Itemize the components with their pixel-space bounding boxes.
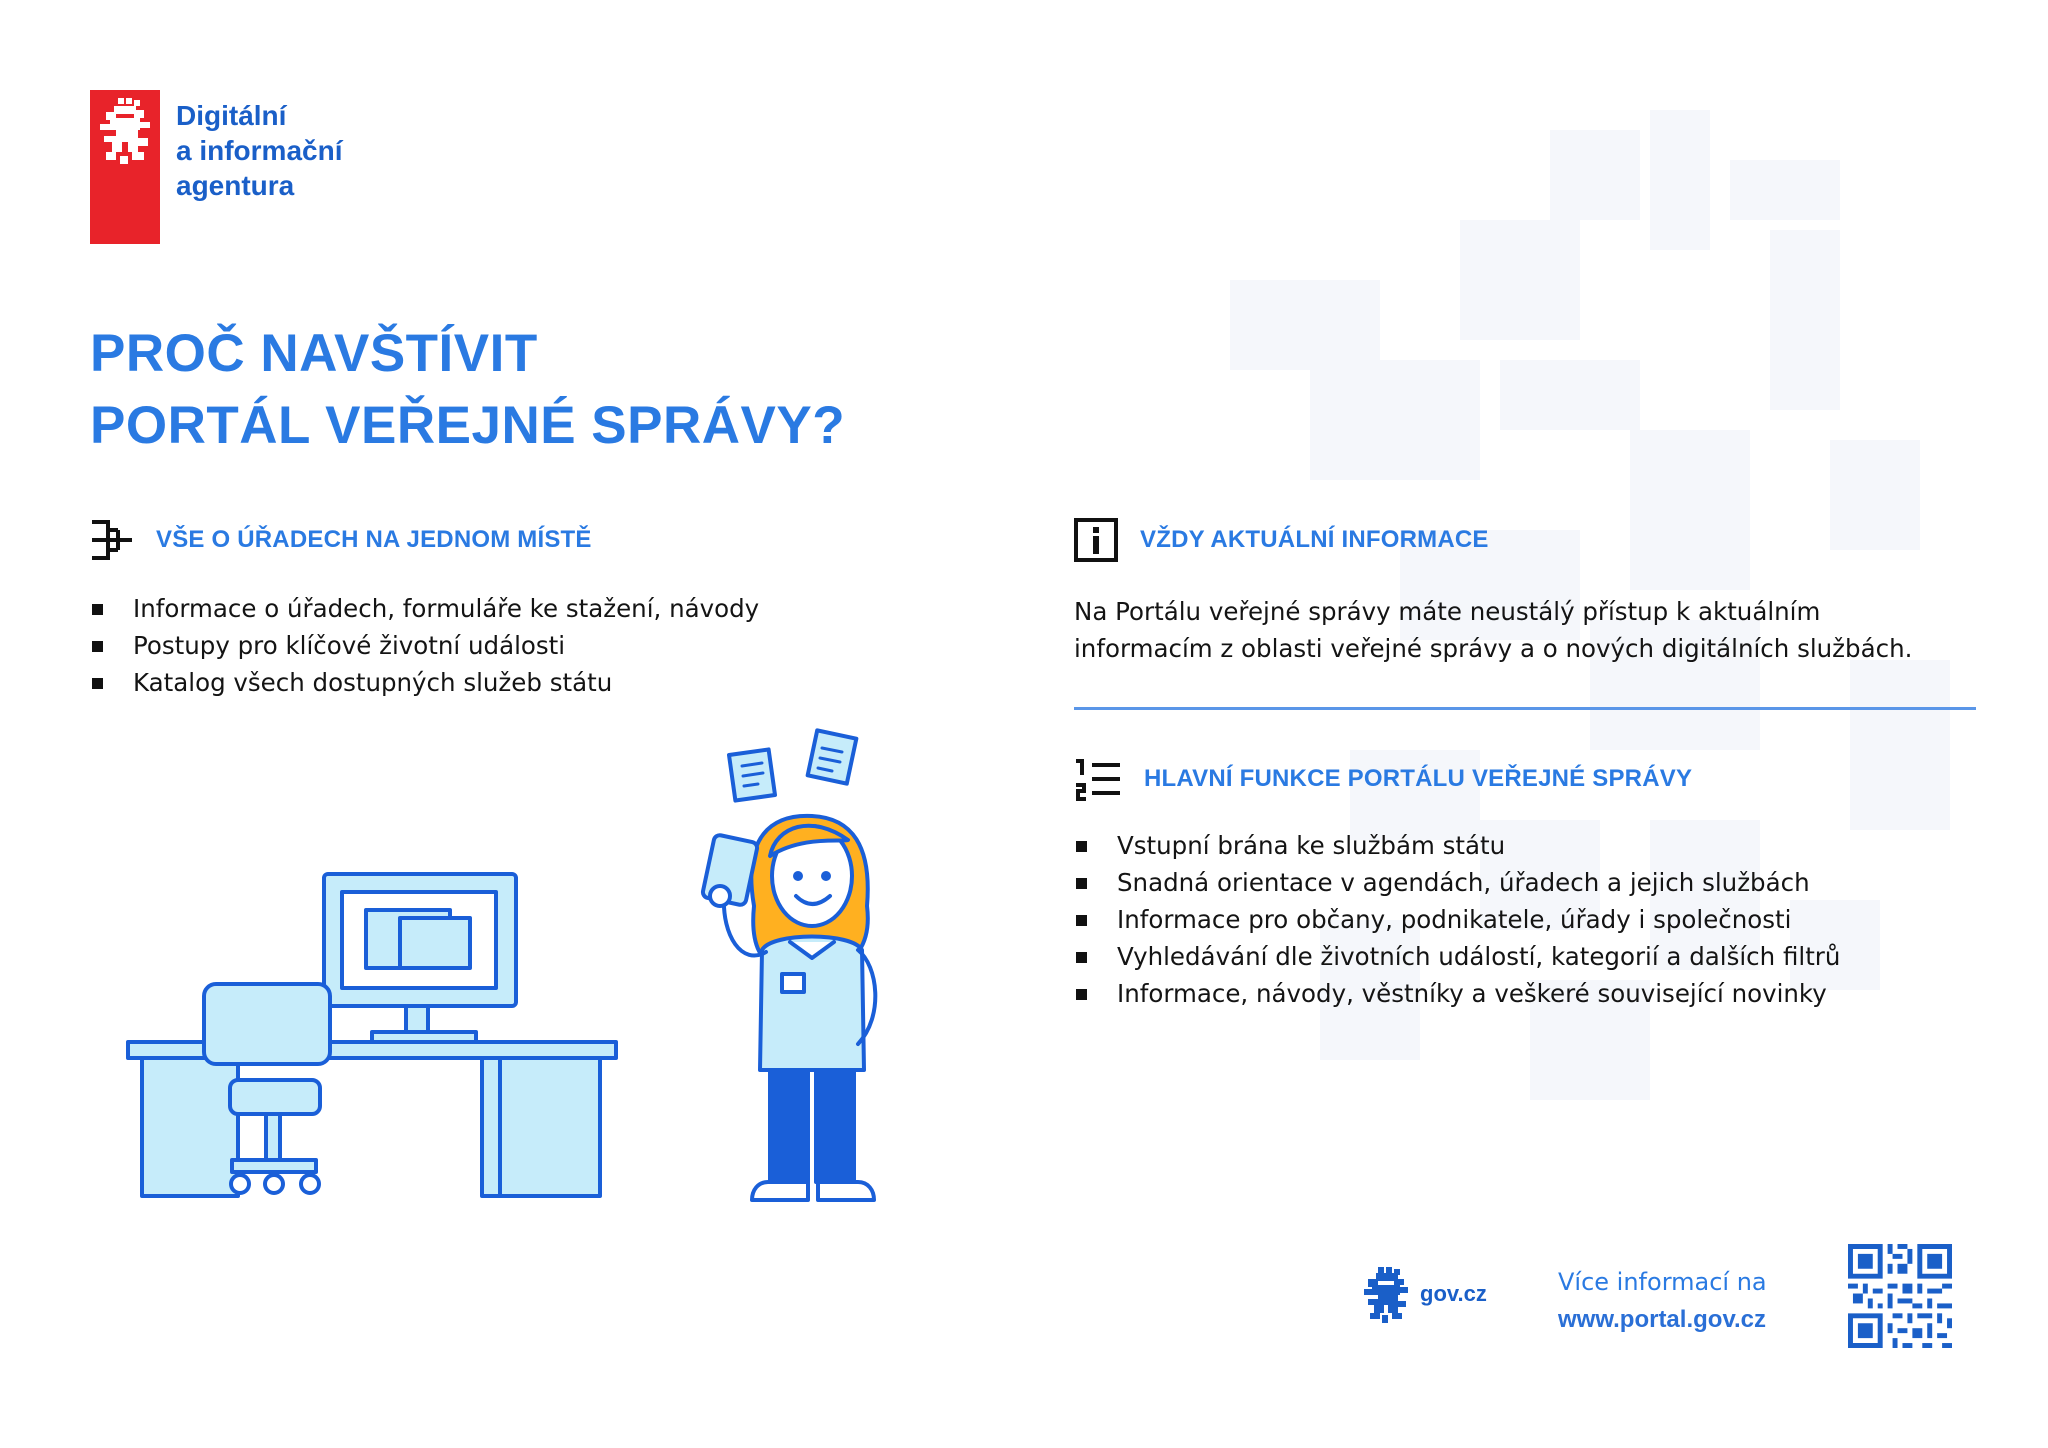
section-functions-header	[1074, 757, 1692, 801]
section-info-text-line-1: Na Portálu veřejné správy máte neustálý přístup k aktuálním	[1074, 597, 1821, 626]
logo-line-3: agentura	[176, 170, 295, 201]
more-info-label: Více informací na	[1558, 1268, 1767, 1296]
logo-line-1: Digitální	[176, 100, 287, 131]
chair-back	[204, 984, 330, 1064]
desk-top	[128, 1042, 616, 1058]
dia-logo	[90, 90, 342, 244]
portal-link[interactable]: www.portal.gov.cz	[1558, 1306, 1767, 1333]
section-info-text-line-2: informacím z oblasti veřejné správy a o nových digitálních službách.	[1074, 634, 1913, 663]
czech-lion-icon	[96, 96, 154, 166]
qr-code-icon[interactable]	[1848, 1244, 1952, 1348]
czech-lion-icon	[1364, 1265, 1408, 1323]
list-item: Informace, návody, věstníky a veškeré související novinky	[1074, 975, 1840, 1012]
section-offices-title: VŠE O ÚŘADECH NA JEDNOM MÍSTĚ	[156, 526, 592, 553]
hierarchy-icon	[90, 518, 134, 562]
list-item: Katalog všech dostupných služeb státu	[90, 664, 759, 701]
numbered-list-icon	[1074, 757, 1122, 801]
more-info	[1558, 1263, 1767, 1339]
logo-line-2: a informační	[176, 135, 343, 166]
desk-illustration	[122, 862, 622, 1202]
section-info-header	[1074, 518, 1489, 562]
section-offices-header	[90, 518, 592, 562]
list-item: Informace o úřadech, formuláře ke stažení, návody	[90, 590, 759, 627]
page-title	[90, 318, 845, 462]
list-item: Postupy pro klíčové životní události	[90, 627, 759, 664]
logo-text	[176, 98, 342, 203]
section-functions-title: HLAVNÍ FUNKCE PORTÁLU VEŘEJNÉ SPRÁVY	[1144, 765, 1693, 792]
list-item: Snadná orientace v agendách, úřadech a jejich službách	[1074, 864, 1840, 901]
govcz-logo	[1364, 1265, 1487, 1323]
section-offices-list	[90, 590, 759, 701]
divider	[1074, 707, 1976, 710]
section-info-text	[1074, 593, 1974, 667]
logo-flag	[90, 90, 160, 244]
woman-with-phone-illustration	[662, 726, 892, 1206]
info-icon	[1074, 518, 1118, 562]
govcz-label: gov.cz	[1420, 1281, 1487, 1306]
section-info-title: VŽDY AKTUÁLNÍ INFORMACE	[1140, 526, 1489, 553]
section-functions-list	[1074, 827, 1840, 1012]
page-title-line-1: PROČ NAVŠTÍVIT	[90, 324, 538, 383]
page-title-line-2: PORTÁL VEŘEJNÉ SPRÁVY?	[90, 396, 846, 455]
list-item: Vstupní brána ke službám státu	[1074, 827, 1840, 864]
list-item: Informace pro občany, podnikatele, úřady i společnosti	[1074, 901, 1840, 938]
list-item: Vyhledávání dle životních událostí, kategorií a dalších filtrů	[1074, 938, 1840, 975]
